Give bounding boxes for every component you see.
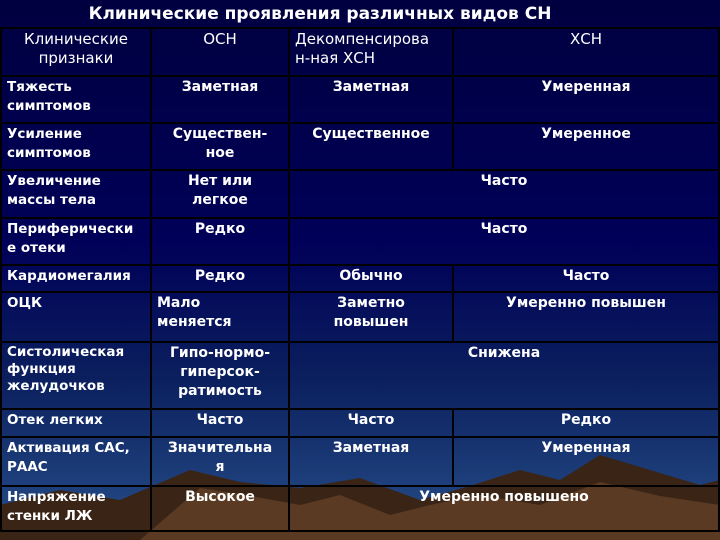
cell-merged <box>289 170 719 218</box>
row-label-text: функция <box>7 361 76 377</box>
row-label-text: массы тела <box>7 192 97 208</box>
cell-text: Часто <box>196 412 244 428</box>
cell-text: Редко <box>560 412 612 428</box>
header-row <box>1 28 719 76</box>
cell-text: Часто <box>480 173 528 189</box>
cell-merged <box>289 342 719 409</box>
row-label-text: желудочков <box>7 378 105 394</box>
row-label-text: ОЦК <box>7 295 43 311</box>
cell-osn <box>151 342 289 409</box>
cell-osn <box>151 123 289 170</box>
cell-text: Часто <box>562 268 610 284</box>
header-cell-osn <box>151 28 289 76</box>
cell-hsn <box>453 409 719 437</box>
cell-text: Нет или <box>187 173 253 189</box>
comparison-table <box>0 27 720 532</box>
row-label <box>1 409 151 437</box>
row-label-text: Систолическая <box>7 344 125 360</box>
header-cell-signs <box>1 28 151 76</box>
cell-text: повышен <box>333 314 409 330</box>
row-label-text: Напряжение <box>7 489 106 505</box>
cell-text: Умеренная <box>541 440 631 456</box>
cell-dekomp <box>289 292 453 342</box>
cell-text: Обычно <box>339 268 403 284</box>
row-label-text: Тяжесть <box>7 79 72 95</box>
header-text: ХСН <box>569 30 603 48</box>
table-row <box>1 123 719 170</box>
row-label <box>1 76 151 123</box>
cell-text: Заметная <box>332 79 410 95</box>
cell-text: Существен- <box>172 126 268 142</box>
table-row <box>1 342 719 409</box>
table-row <box>1 170 719 218</box>
cell-hsn <box>453 292 719 342</box>
cell-osn <box>151 170 289 218</box>
cell-osn <box>151 437 289 486</box>
cell-text: меняется <box>157 314 232 330</box>
header-text: ОСН <box>203 30 237 48</box>
cell-text: Умеренное <box>541 126 631 142</box>
row-label <box>1 437 151 486</box>
row-label <box>1 265 151 292</box>
cell-text: Значительна <box>167 440 273 456</box>
table-row <box>1 218 719 265</box>
cell-text: Гипо-нормо- <box>169 345 271 361</box>
cell-osn <box>151 218 289 265</box>
cell-dekomp <box>289 437 453 486</box>
table-row <box>1 76 719 123</box>
header-text: Клинические <box>24 30 128 48</box>
cell-dekomp <box>289 265 453 292</box>
cell-merged <box>289 486 719 531</box>
row-label <box>1 342 151 409</box>
cell-text: Заметная <box>332 440 410 456</box>
row-label <box>1 292 151 342</box>
cell-text: Умеренно повышено <box>419 489 589 505</box>
cell-text: я <box>215 459 225 475</box>
cell-hsn <box>453 76 719 123</box>
cell-text: Редко <box>194 268 246 284</box>
table-row <box>1 486 719 531</box>
header-cell-hsn <box>453 28 719 76</box>
header-cell-dekomp <box>289 28 453 76</box>
row-label-text: Усиление <box>7 126 82 142</box>
cell-hsn <box>453 437 719 486</box>
cell-osn <box>151 76 289 123</box>
cell-dekomp <box>289 123 453 170</box>
row-label <box>1 123 151 170</box>
cell-text: Часто <box>347 412 395 428</box>
cell-text: Мало <box>157 295 201 311</box>
cell-dekomp <box>289 409 453 437</box>
slide-title: Клинические проявления различных видов СН <box>88 4 552 24</box>
cell-osn <box>151 265 289 292</box>
row-label-text: Увеличение <box>7 173 101 189</box>
cell-text: Часто <box>480 221 528 237</box>
table-row <box>1 409 719 437</box>
cell-text: Заметно <box>337 295 405 311</box>
cell-text: Существенное <box>312 126 430 142</box>
row-label-text: Периферически <box>7 221 134 237</box>
cell-text: Умеренно повышен <box>506 295 666 311</box>
table-row <box>1 292 719 342</box>
row-label <box>1 170 151 218</box>
row-label-text: симптомов <box>7 145 91 161</box>
cell-text: Высокое <box>185 489 255 505</box>
cell-text: Редко <box>194 221 246 237</box>
cell-hsn <box>453 123 719 170</box>
row-label-text: Отек легких <box>7 412 103 428</box>
cell-hsn <box>453 265 719 292</box>
cell-text: гиперсок- <box>180 364 260 380</box>
cell-osn <box>151 292 289 342</box>
table-row <box>1 265 719 292</box>
header-text: признаки <box>38 49 114 67</box>
row-label-text: Активация САС, <box>7 440 130 456</box>
row-label <box>1 218 151 265</box>
row-label-text: Кардиомегалия <box>7 268 131 284</box>
cell-osn <box>151 409 289 437</box>
cell-text: легкое <box>192 192 248 208</box>
cell-text: Умеренная <box>541 79 631 95</box>
cell-osn <box>151 486 289 531</box>
cell-text: ное <box>205 145 235 161</box>
row-label-text: стенки ЛЖ <box>7 508 93 524</box>
cell-merged <box>289 218 719 265</box>
cell-text: ратимость <box>178 383 262 399</box>
row-label-text: е отеки <box>7 240 66 256</box>
header-text: н-ная ХСН <box>295 49 376 67</box>
row-label-text: симптомов <box>7 98 91 114</box>
cell-text: Снижена <box>467 345 541 361</box>
row-label-text: РААС <box>7 459 48 475</box>
table-row <box>1 437 719 486</box>
cell-text: Заметная <box>181 79 259 95</box>
cell-dekomp <box>289 76 453 123</box>
header-text: Декомпенсирова <box>295 30 430 48</box>
row-label <box>1 486 151 531</box>
